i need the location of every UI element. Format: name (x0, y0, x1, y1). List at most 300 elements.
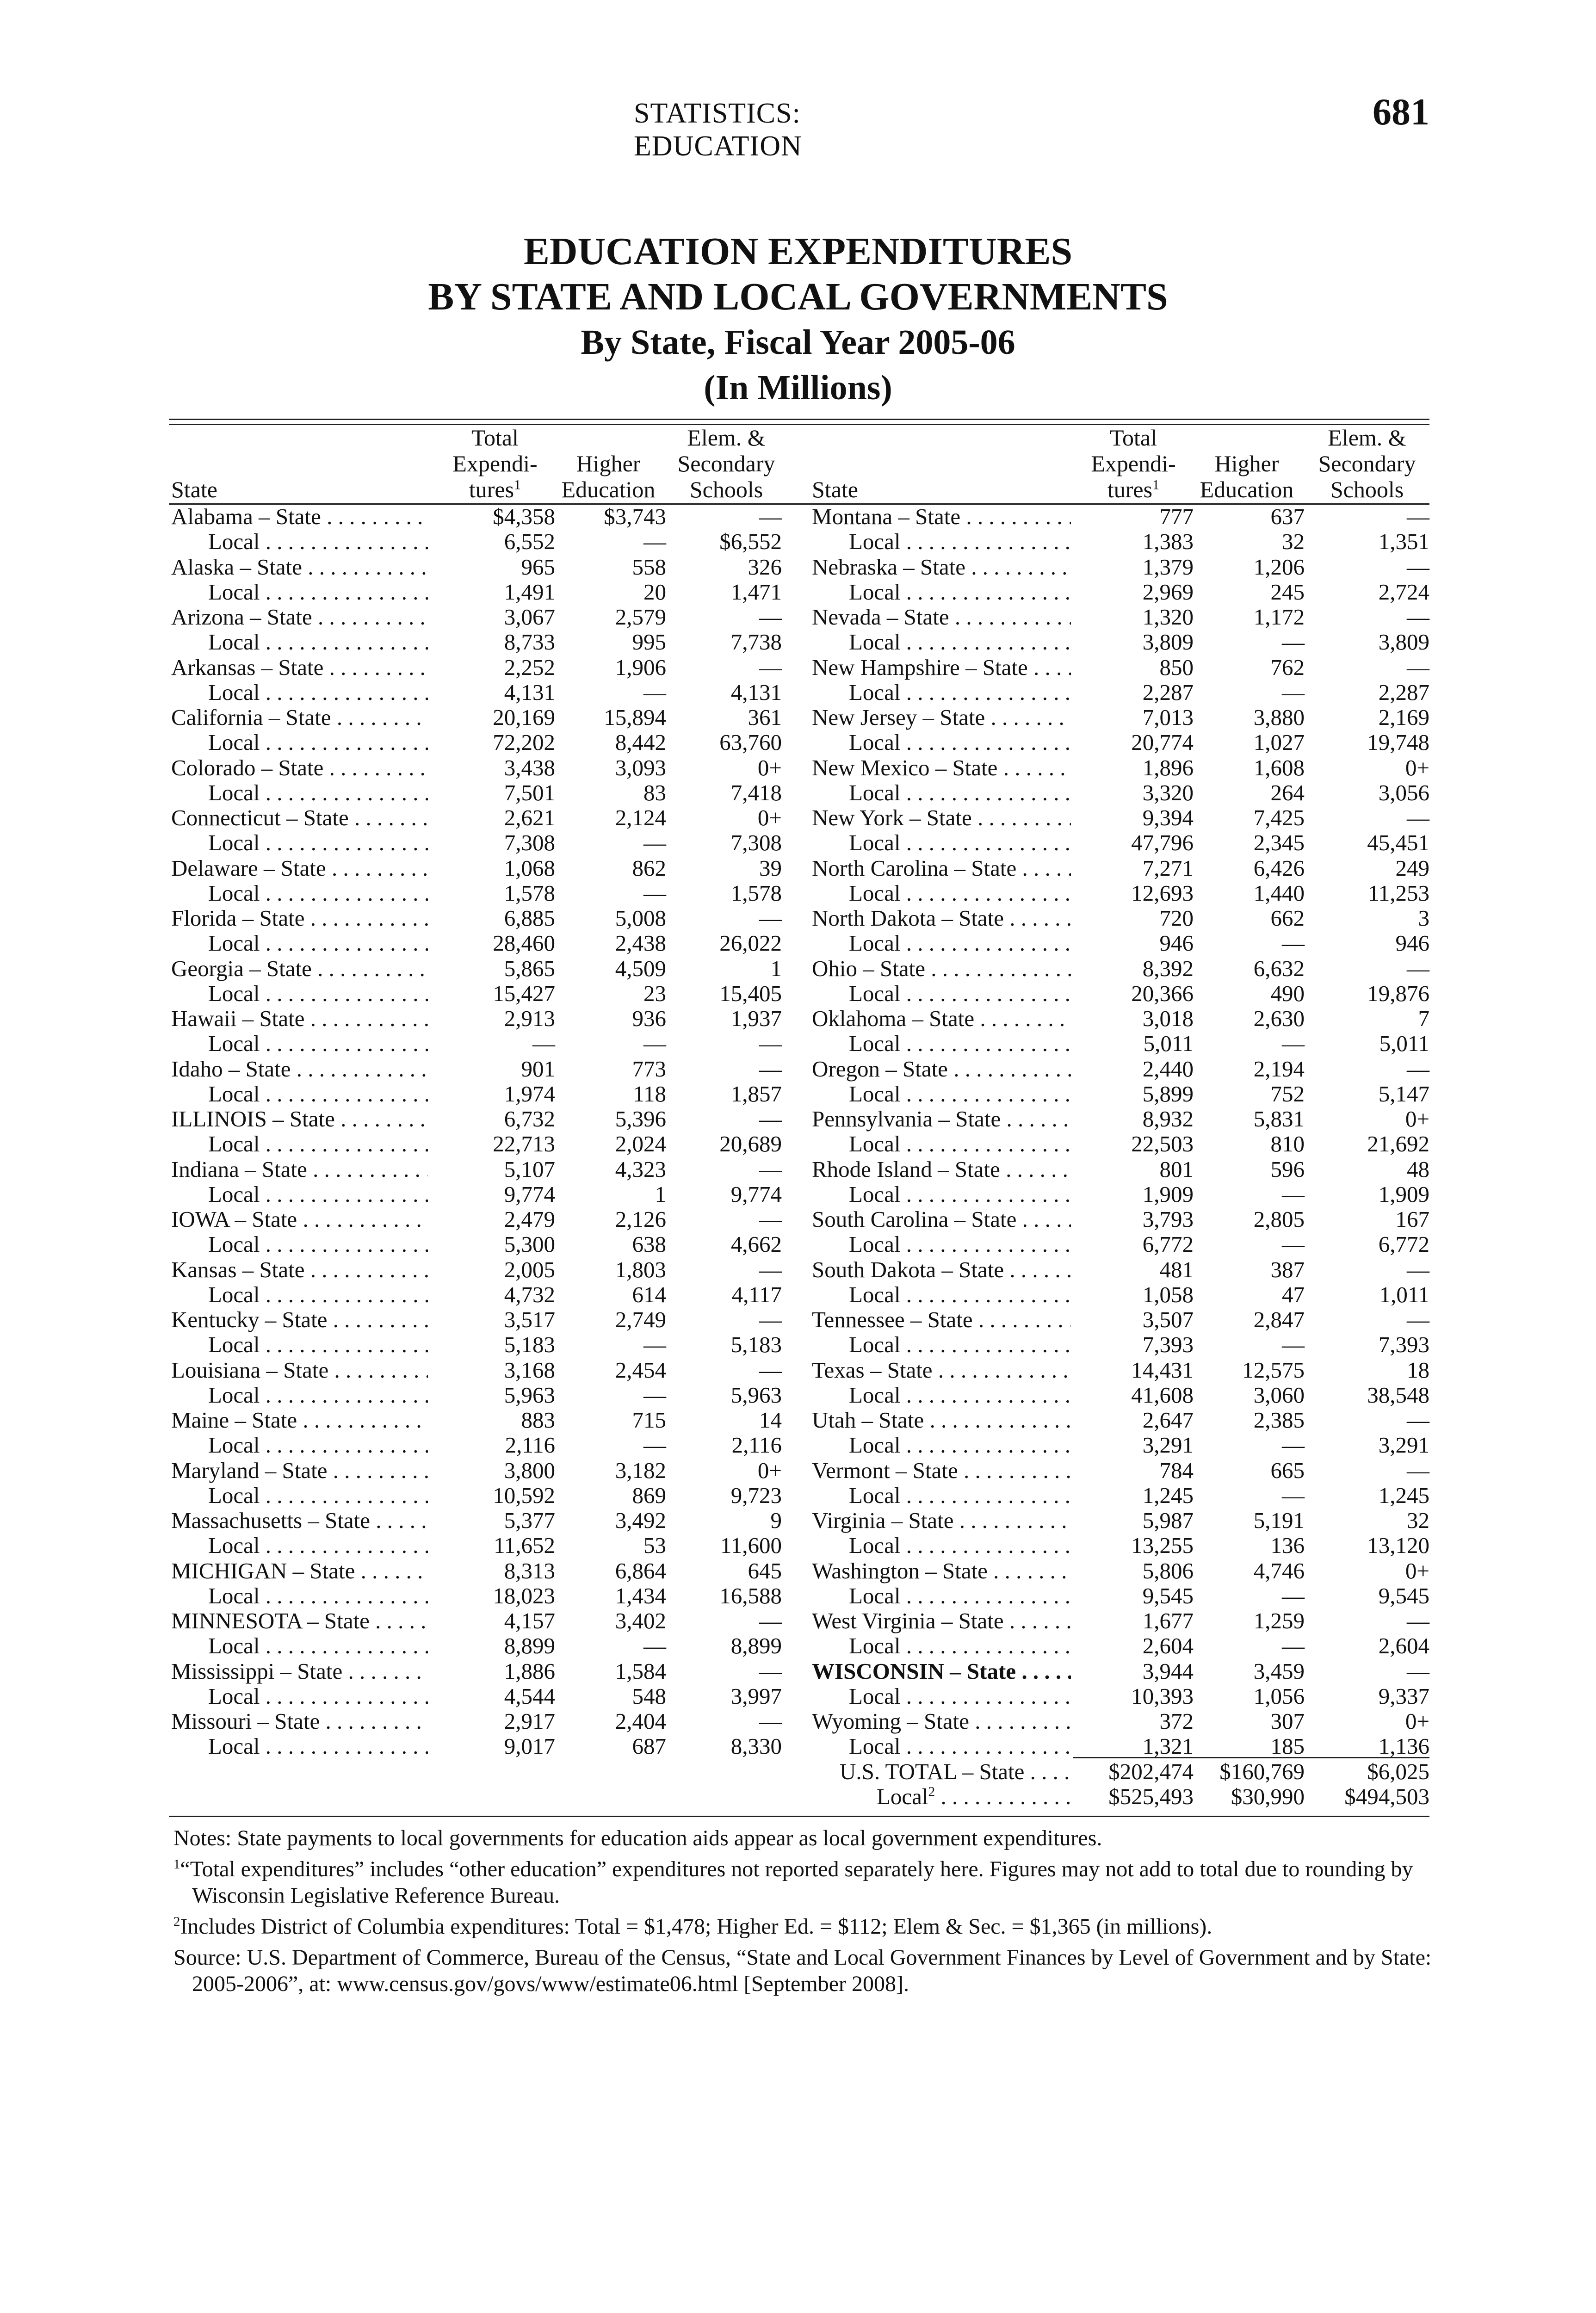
row-label: Arizona – State . . . (171, 605, 428, 630)
total-label-text: Local (877, 1784, 928, 1809)
col-header-higher-line2: Education (1200, 476, 1294, 502)
col-header-higher-line1: Higher (1214, 451, 1279, 476)
cell-higher: 3,459 (1253, 1658, 1305, 1684)
cell-total: 5,011 (1143, 1031, 1194, 1057)
cell-total: 965 (521, 554, 555, 580)
note-2 (173, 1913, 1432, 1940)
cell-higher: — (1282, 629, 1305, 655)
row-label: Utah – State . . . (812, 1408, 1071, 1433)
row-label: Washington – State . . . (812, 1558, 1071, 1583)
table-row (169, 1031, 1429, 1056)
row-label: MINNESOTA – State . . . (171, 1608, 428, 1633)
table-row (169, 1659, 1429, 1684)
row-label: Local . . . (849, 981, 1071, 1006)
cell-total: 850 (1159, 654, 1194, 680)
cell-elem: 1,351 (1378, 529, 1429, 555)
cell-higher: 869 (632, 1482, 666, 1508)
row-label: Hawaii – State . . . (171, 1006, 428, 1031)
table-row (169, 1533, 1429, 1558)
cell-elem: 45,451 (1367, 830, 1429, 856)
cell-higher: 1,434 (615, 1583, 666, 1608)
cell-total: 5,963 (504, 1382, 555, 1408)
cell-elem: 6,772 (1378, 1231, 1429, 1257)
cell-total: 5,300 (504, 1231, 555, 1257)
cell-total: 6,732 (504, 1106, 555, 1132)
cell-higher: — (643, 1031, 666, 1057)
cell-higher: 245 (1270, 579, 1305, 605)
cell-elem: — (759, 1106, 782, 1132)
table-row (169, 655, 1429, 680)
cell-elem: — (759, 1307, 782, 1332)
cell-higher: 2,024 (615, 1131, 666, 1157)
cell-total: 1,383 (1142, 529, 1194, 555)
cell-higher: — (1282, 679, 1305, 705)
cell-total: 2,287 (1142, 679, 1194, 705)
cell-elem: 16,588 (719, 1583, 782, 1608)
cell-total: 3,944 (1142, 1658, 1194, 1684)
cell-elem: 3 (1418, 905, 1429, 931)
cell-elem: 48 (1407, 1156, 1429, 1182)
cell-total: 20,774 (1131, 730, 1194, 755)
row-label: Local . . . (849, 1734, 1071, 1759)
table-row (169, 906, 1429, 931)
row-label: Massachusetts – State . . . (171, 1508, 428, 1533)
table-row (169, 856, 1429, 881)
table-row (169, 630, 1429, 655)
col-header-total-line2: Expendi- (1091, 451, 1176, 476)
cell-elem: 8,330 (730, 1733, 782, 1759)
cell-elem: 0+ (1405, 755, 1429, 780)
cell-elem: — (759, 1156, 782, 1182)
table-row (169, 1207, 1429, 1232)
table-row (169, 1709, 1429, 1734)
cell-elem: — (759, 1256, 782, 1282)
row-label: Local . . . (208, 981, 428, 1006)
table-row (169, 1107, 1429, 1132)
cell-total: 3,507 (1142, 1307, 1194, 1332)
row-label: Local . . . (849, 780, 1071, 805)
row-label: IOWA – State . . . (171, 1207, 428, 1232)
cell-higher: 5,191 (1253, 1508, 1305, 1533)
cell-higher: 23 (643, 980, 666, 1006)
col-header-higher-left (551, 451, 666, 502)
row-label: Local . . . (208, 830, 428, 855)
col-header-higher-line1: Higher (576, 451, 641, 476)
row-label: New York – State . . . (812, 805, 1071, 830)
row-label: Local . . . (849, 1082, 1071, 1107)
note-source: Source: U.S. Department of Commerce, Bureau of the Census, “State and Local Government Finances by Level of Government and by State: 2005-2006”, at: www.census.gov/govs/www/estimate06.html [September 2008]. (173, 1945, 1432, 1996)
cell-total: 6,552 (504, 529, 555, 555)
cell-elem: 946 (1395, 930, 1429, 956)
note-1-text: “Total expenditures” includes “other education” expenditures not reported separately here. Figures may not add to total due to rounding by Wisconsin Legislative Reference Bureau. (180, 1857, 1413, 1908)
cell-higher: 1,259 (1253, 1608, 1305, 1633)
cell-elem: 167 (1395, 1206, 1429, 1232)
table-row (169, 1684, 1429, 1709)
cell-elem: 14 (759, 1407, 782, 1433)
cell-total: 1,321 (1142, 1733, 1194, 1759)
row-label: Local . . . (208, 1031, 428, 1056)
cell-total: 6,772 (1142, 1231, 1194, 1257)
row-label: Delaware – State . . . (171, 856, 428, 881)
total-row-state (169, 1759, 1429, 1784)
cell-elem: 13,120 (1367, 1533, 1429, 1558)
cell-elem: 3,291 (1378, 1432, 1429, 1458)
cell-elem: — (759, 1658, 782, 1684)
cell-higher: 2,385 (1253, 1407, 1305, 1433)
col-header-state-right: State (812, 476, 858, 502)
cell-elem: — (1407, 1608, 1429, 1633)
cell-total: 481 (1159, 1256, 1194, 1282)
note-2-text: Includes District of Columbia expenditures: Total = $1,478; Higher Ed. = $112; Elem & Sec. = $1,365 (in millions). (180, 1914, 1212, 1939)
cell-higher: — (643, 1332, 666, 1358)
cell-total: 3,018 (1142, 1006, 1194, 1031)
row-label: Connecticut – State . . . (171, 805, 428, 830)
row-label: Tennessee – State . . . (812, 1307, 1071, 1332)
cell-elem: 7,738 (730, 629, 782, 655)
cell-higher: 2,749 (615, 1307, 666, 1332)
row-label: Maryland – State . . . (171, 1458, 428, 1483)
row-label: California – State . . . (171, 705, 428, 730)
cell-higher: 773 (632, 1056, 666, 1082)
row-label: Local . . . (208, 1332, 428, 1357)
cell-elem: 0+ (757, 755, 782, 780)
cell-higher: — (1282, 1633, 1305, 1659)
cell-elem: 9,337 (1378, 1683, 1429, 1709)
cell-total: 8,899 (504, 1633, 555, 1659)
row-label: ILLINOIS – State . . . (171, 1107, 428, 1132)
cell-elem: — (1407, 554, 1429, 580)
cell-elem: 5,183 (730, 1332, 782, 1358)
cell-total: 901 (521, 1056, 555, 1082)
cell-elem: — (1407, 1658, 1429, 1684)
row-label: Local . . . (849, 1282, 1071, 1307)
cell-total: 18,023 (493, 1583, 555, 1608)
cell-higher: 4,746 (1253, 1558, 1305, 1583)
cell-higher: 12,575 (1242, 1357, 1305, 1383)
row-label: Local . . . (208, 1282, 428, 1307)
cell-higher: 4,509 (615, 955, 666, 981)
cell-higher: — (643, 679, 666, 705)
cell-higher: 3,880 (1253, 705, 1305, 730)
table-row (169, 680, 1429, 705)
cell-elem: — (1407, 1307, 1429, 1332)
cell-total: 3,067 (504, 604, 555, 630)
note-1 (173, 1856, 1432, 1909)
cell-elem: 3,056 (1378, 779, 1429, 805)
col-header-elem-line1: Elem. & (687, 425, 766, 451)
row-label: WISCONSIN – State . . . (812, 1659, 1071, 1684)
table-row (169, 1483, 1429, 1508)
cell-higher: 752 (1270, 1081, 1305, 1107)
col-header-elem-line2: Secondary (1318, 451, 1416, 476)
table-row (169, 1232, 1429, 1257)
cell-higher: 1,608 (1253, 755, 1305, 780)
cell-elem: 249 (1395, 855, 1429, 881)
table-row (169, 705, 1429, 730)
table-row (169, 1408, 1429, 1433)
row-label: Local . . . (208, 1684, 428, 1709)
cell-elem: 1,909 (1378, 1181, 1429, 1207)
cell-higher: 2,454 (615, 1357, 666, 1383)
cell-higher: 2,847 (1253, 1307, 1305, 1332)
table-row (169, 1383, 1429, 1408)
cell-elem: 0+ (1405, 1106, 1429, 1132)
cell-higher: 662 (1270, 905, 1305, 931)
col-header-state-left: State (171, 476, 217, 502)
cell-total: 20,366 (1131, 980, 1194, 1006)
row-label: Local . . . (849, 1182, 1071, 1207)
cell-total: 2,116 (505, 1432, 555, 1458)
cell-higher: 53 (643, 1533, 666, 1558)
cell-elem: — (759, 1206, 782, 1232)
cell-elem: 32 (1407, 1508, 1429, 1533)
col-header-total-line2: Expendi- (452, 451, 538, 476)
cell-elem: 4,131 (730, 679, 782, 705)
table-row (169, 1057, 1429, 1082)
cell-total: 720 (1159, 905, 1194, 931)
row-label: Local . . . (849, 680, 1071, 705)
row-label: Local . . . (208, 780, 428, 805)
row-label: Florida – State . . . (171, 906, 428, 931)
cell-higher: 637 (1270, 504, 1305, 529)
cell-higher: 638 (632, 1231, 666, 1257)
cell-elem: 7,418 (730, 779, 782, 805)
row-label: Montana – State . . . (812, 504, 1071, 529)
cell-total: 22,503 (1131, 1131, 1194, 1157)
cell-total: 5,183 (504, 1332, 555, 1358)
cell-total: 6,885 (504, 905, 555, 931)
cell-higher: 387 (1270, 1256, 1305, 1282)
table-row (169, 1182, 1429, 1207)
cell-higher: 2,194 (1253, 1056, 1305, 1082)
row-label: Mississippi – State . . . (171, 1659, 428, 1684)
row-label: Local . . . (849, 1031, 1071, 1056)
row-label: Vermont – State . . . (812, 1458, 1071, 1483)
cell-elem: 2,116 (731, 1432, 782, 1458)
total-label (877, 1784, 1071, 1809)
row-label: North Carolina – State . . . (812, 856, 1071, 881)
row-label: Local . . . (208, 1633, 428, 1658)
cell-elem: — (1407, 1407, 1429, 1433)
cell-higher: 136 (1270, 1533, 1305, 1558)
cell-total: 3,800 (504, 1457, 555, 1483)
cell-elem: 11,253 (1368, 880, 1429, 906)
row-label: Local . . . (849, 1533, 1071, 1558)
cell-higher: 307 (1270, 1708, 1305, 1734)
cell-total: 3,438 (504, 755, 555, 780)
cell-elem: 1,857 (730, 1081, 782, 1107)
table-row (169, 1433, 1429, 1458)
cell-higher: 2,126 (615, 1206, 666, 1232)
row-label: Texas – State . . . (812, 1358, 1071, 1383)
cell-higher: 83 (643, 779, 666, 805)
table-row (169, 1157, 1429, 1182)
row-label: Local . . . (208, 1132, 428, 1156)
cell-total: 372 (1159, 1708, 1194, 1734)
col-header-total-right (1073, 425, 1194, 502)
cell-elem: 4,117 (731, 1281, 782, 1307)
total-label: U.S. TOTAL – State . . . (840, 1759, 1071, 1784)
cell-elem: 26,022 (719, 930, 782, 956)
cell-higher: — (1282, 1482, 1305, 1508)
cell-elem: 645 (748, 1558, 782, 1583)
cell-total: 1,886 (504, 1658, 555, 1684)
cell-higher: 2,345 (1253, 830, 1305, 856)
row-label: Local . . . (849, 1583, 1071, 1608)
cell-total: 3,793 (1142, 1206, 1194, 1232)
col-header-total-line3 (1073, 476, 1194, 502)
row-label: Local . . . (849, 1483, 1071, 1508)
row-label: Oklahoma – State . . . (812, 1006, 1071, 1031)
cell-higher: 6,426 (1253, 855, 1305, 881)
cell-total: 777 (1159, 504, 1194, 529)
col-header-total-line1: Total (471, 425, 519, 451)
cell-total: 5,987 (1142, 1508, 1194, 1533)
table-row (169, 1608, 1429, 1633)
cell-elem: 39 (759, 855, 782, 881)
cell-elem: 7,308 (730, 830, 782, 856)
cell-higher: 665 (1270, 1457, 1305, 1483)
cell-higher: 15,894 (604, 705, 666, 730)
cell-higher: 3,402 (615, 1608, 666, 1633)
cell-total: 2,005 (504, 1256, 555, 1282)
table-row (169, 1633, 1429, 1658)
cell-higher: 1,027 (1253, 730, 1305, 755)
cell-total: 9,774 (504, 1181, 555, 1207)
row-label: Oregon – State . . . (812, 1057, 1071, 1082)
cell-higher: 3,492 (615, 1508, 666, 1533)
cell-total: 20,169 (493, 705, 555, 730)
row-label: Local . . . (849, 830, 1071, 855)
cell-total: 3,809 (1142, 629, 1194, 655)
row-label: Local . . . (849, 580, 1071, 605)
cell-elem: 1,245 (1378, 1482, 1429, 1508)
col-header-elem-left (666, 425, 786, 502)
table-row (169, 956, 1429, 981)
col-header-elem-line1: Elem. & (1328, 425, 1406, 451)
cell-elem: 9 (770, 1508, 782, 1533)
cell-higher: 548 (632, 1683, 666, 1709)
cell-higher: — (1282, 1432, 1305, 1458)
cell-elem: — (1407, 955, 1429, 981)
row-label: New Jersey – State . . . (812, 705, 1071, 730)
table-row (169, 580, 1429, 605)
cell-higher: 264 (1270, 779, 1305, 805)
cell-higher: 3,093 (615, 755, 666, 780)
cell-total: 8,932 (1142, 1106, 1194, 1132)
cell-elem: 63,760 (719, 730, 782, 755)
row-label: Local . . . (208, 529, 428, 554)
cell-elem: — (1407, 654, 1429, 680)
cell-higher: 490 (1270, 980, 1305, 1006)
cell-total: 5,806 (1142, 1558, 1194, 1583)
cell-higher: 558 (632, 554, 666, 580)
cell-higher: 3,060 (1253, 1382, 1305, 1408)
cell-higher: 2,438 (615, 930, 666, 956)
row-label: Local . . . (208, 1232, 428, 1257)
cell-higher: 5,831 (1253, 1106, 1305, 1132)
cell-elem: 5,963 (730, 1382, 782, 1408)
cell-total: 801 (1159, 1156, 1194, 1182)
cell-total: 7,393 (1142, 1332, 1194, 1358)
cell-higher: 1,440 (1253, 880, 1305, 906)
row-label: Idaho – State . . . (171, 1057, 428, 1082)
cell-total: 784 (1159, 1457, 1194, 1483)
cell-total: 1,909 (1142, 1181, 1194, 1207)
cell-elem: 2,724 (1378, 579, 1429, 605)
row-label: Local . . . (208, 1182, 428, 1207)
cell-higher: — (1282, 930, 1305, 956)
cell-total: 3,291 (1142, 1432, 1194, 1458)
cell-higher: 185 (1270, 1733, 1305, 1759)
cell-elem: 3,809 (1378, 629, 1429, 655)
cell-total: 9,017 (504, 1733, 555, 1759)
table-row (169, 1082, 1429, 1107)
row-label: Kentucky – State . . . (171, 1307, 428, 1332)
table-row (169, 504, 1429, 529)
row-label: Local . . . (849, 881, 1071, 906)
row-label: Rhode Island – State . . . (812, 1157, 1071, 1182)
underline-rule (1073, 1757, 1429, 1758)
cell-elem: 1,937 (730, 1006, 782, 1031)
cell-elem: 326 (748, 554, 782, 580)
running-head: STATISTICS: EDUCATION (634, 98, 802, 162)
cell-total: 9,545 (1142, 1583, 1194, 1608)
row-label: Local . . . (208, 931, 428, 956)
cell-higher: 2,805 (1253, 1206, 1305, 1232)
row-label: MICHIGAN – State . . . (171, 1558, 428, 1583)
cell-elem: 38,548 (1367, 1382, 1429, 1408)
footnote-ref: 1 (1152, 477, 1160, 493)
cell-total: 7,013 (1142, 705, 1194, 730)
cell-elem: 5,147 (1378, 1081, 1429, 1107)
cell-higher: 687 (632, 1733, 666, 1759)
cell-total: 1,677 (1142, 1608, 1194, 1633)
row-label: Nebraska – State . . . (812, 555, 1071, 580)
cell-elem: 361 (748, 705, 782, 730)
cell-elem: 11,600 (720, 1533, 782, 1558)
col-header-total-line3 (435, 476, 555, 502)
row-label: South Carolina – State . . . (812, 1207, 1071, 1232)
cell-total: 1,379 (1142, 554, 1194, 580)
row-label: Virginia – State . . . (812, 1508, 1071, 1533)
row-label: Local . . . (849, 1383, 1071, 1408)
table-row (169, 780, 1429, 805)
cell-higher: — (643, 1633, 666, 1659)
cell-elem: 4,662 (730, 1231, 782, 1257)
row-label: Local . . . (849, 730, 1071, 755)
table-row (169, 1583, 1429, 1608)
table-row (169, 1307, 1429, 1332)
cell-elem: 7 (1418, 1006, 1429, 1031)
table-row (169, 881, 1429, 906)
cell-total: 883 (521, 1407, 555, 1433)
total-cell-elem: $494,503 (1344, 1783, 1429, 1809)
cell-higher: 995 (632, 629, 666, 655)
cell-higher: 614 (632, 1281, 666, 1307)
table-row (169, 1734, 1429, 1759)
cell-higher: — (643, 1432, 666, 1458)
cell-elem: 9,774 (730, 1181, 782, 1207)
row-label: Georgia – State . . . (171, 956, 428, 981)
cell-higher: 862 (632, 855, 666, 881)
cell-higher: 7,425 (1253, 805, 1305, 830)
cell-total: 10,592 (493, 1482, 555, 1508)
cell-higher: 118 (633, 1081, 666, 1107)
cell-total: 13,255 (1131, 1533, 1194, 1558)
cell-total: 3,168 (504, 1357, 555, 1383)
row-label: Local . . . (208, 1533, 428, 1558)
